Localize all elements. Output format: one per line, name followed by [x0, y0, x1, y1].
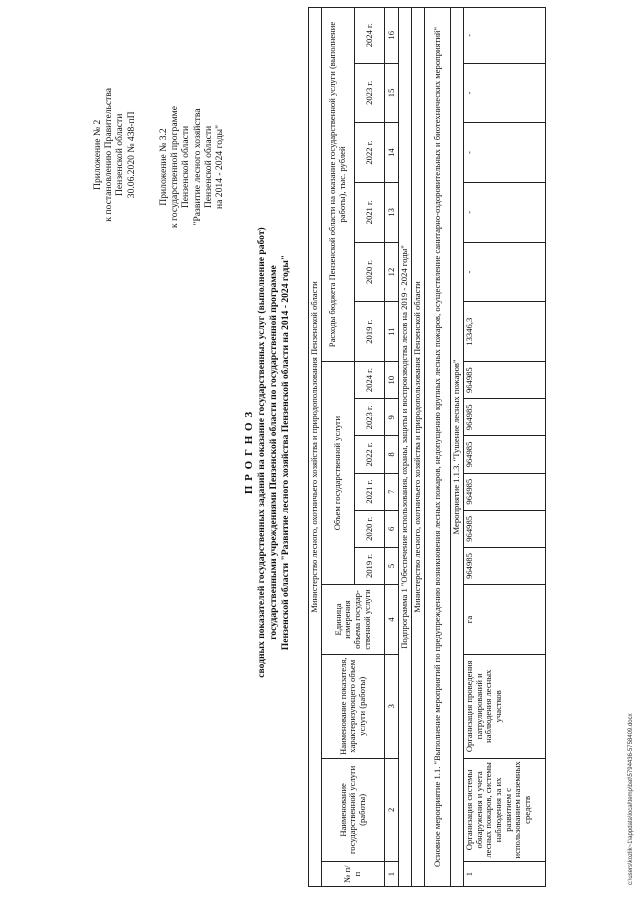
col-number: 4: [385, 585, 399, 655]
header-expense: Расходы бюджета Пензенской области на оказание государственной услуги (выполнение работы), тыс. рублей: [322, 8, 355, 362]
appendix-top: Приложение № 2 к постановлению Правительства Пензенской области 30.06.2020 № 438-пП: [92, 88, 137, 222]
row-volume: 964985: [464, 547, 546, 584]
appendix-sub: Приложение № 3.2 к государственной программе Пензенской области "Развитие лесного хозяйства Пензенской области на 2014 - 2024 годы": [158, 106, 226, 228]
ministry-row: Министерство лесного, охотничьего хозяйства и природопользования Пензенской области: [412, 8, 425, 887]
row-num: 1: [464, 862, 546, 887]
header-indicator: Наименование показателя, характеризующего объем услуги (работы): [322, 654, 385, 758]
row-volume: 964985: [464, 473, 546, 510]
year-header: 2022 г.: [355, 436, 385, 473]
row-expense: -: [464, 8, 546, 64]
year-header: 2022 г.: [355, 123, 385, 183]
year-header: 2020 г.: [355, 242, 385, 302]
col-number: 7: [385, 473, 399, 510]
year-header: 2020 г.: [355, 510, 385, 547]
row-expense: -: [464, 182, 546, 242]
year-header: 2023 г.: [355, 399, 385, 436]
ministry-header: Министерство лесного, охотничьего хозяйства и природопользования Пензенской области: [309, 8, 322, 887]
title-line-2: государственными учреждениями Пензенской области по государственной программе: [268, 265, 279, 640]
col-number: 14: [385, 123, 399, 183]
col-number: 6: [385, 510, 399, 547]
year-header: 2019 г.: [355, 302, 385, 362]
title-line-3: Пензенской области "Развитие лесного хозяйства Пензенской области на 2014 - 2024 годы": [280, 254, 291, 651]
row-volume: 964985: [464, 436, 546, 473]
col-number: 10: [385, 362, 399, 399]
year-header: 2024 г.: [355, 8, 385, 64]
col-number: 8: [385, 436, 399, 473]
col-number: 3: [385, 654, 399, 758]
header-service: Наименование государственной услуги (работы): [322, 758, 385, 862]
col-number: 13: [385, 182, 399, 242]
header-num: № п/п: [322, 862, 385, 887]
row-volume: 964985: [464, 399, 546, 436]
year-header: 2024 г.: [355, 362, 385, 399]
footer-file-path: c:\users\kozlik~1\appdata\local\temp\bat\5794436-5758409.docx: [628, 713, 634, 885]
header-unit: Единица измерения объема государ-ственной услуги: [322, 585, 385, 655]
subprogram-row: Подпрограмма 1 "Обеспечение использования, охраны, защиты и воспроизводства лесов на 2019 - 2024 годы": [399, 8, 412, 887]
event-row: Мероприятие 1.1.3. "Тушение лесных пожаров": [451, 8, 464, 887]
col-number: 2: [385, 758, 399, 862]
year-header: 2021 г.: [355, 182, 385, 242]
row-indicator: Организация проведения патрулирований и наблюдения лесных участков: [464, 654, 546, 758]
row-volume: 964985: [464, 510, 546, 547]
row-volume: 964985: [464, 362, 546, 399]
col-number: 15: [385, 63, 399, 123]
col-number: 16: [385, 8, 399, 64]
row-unit: га: [464, 585, 546, 655]
title-line-1: сводных показателей государственных заданий на оказание государственных услуг (выполнение работ): [256, 227, 267, 678]
year-header: 2023 г.: [355, 63, 385, 123]
col-number: 11: [385, 302, 399, 362]
header-volume: Объем государственной услуги: [322, 362, 355, 585]
col-number: 12: [385, 242, 399, 302]
row-expense: 13346,3: [464, 302, 546, 362]
forecast-table: [308, 7, 546, 887]
main-event-row: Основное мероприятие 1.1. "Выполнение мероприятий по предупреждению возникновения лесных пожаров, недопущению крупных лесных пожаров, осуществление санитарно-оздоровительных и биотехнических мероприятий": [425, 8, 451, 887]
table-row: [464, 8, 546, 887]
row-expense: -: [464, 242, 546, 302]
col-number: 9: [385, 399, 399, 436]
year-header: 2019 г.: [355, 547, 385, 584]
year-header: 2021 г.: [355, 473, 385, 510]
row-expense: -: [464, 123, 546, 183]
row-expense: -: [464, 63, 546, 123]
row-service: Организация системы обнаружения и учета лесных пожаров, системы наблюдения за их развитием с использованием наземных средств: [464, 758, 546, 862]
col-number: 5: [385, 547, 399, 584]
document-title: П Р О Г Н О З: [243, 410, 255, 495]
col-number: 1: [385, 862, 399, 887]
